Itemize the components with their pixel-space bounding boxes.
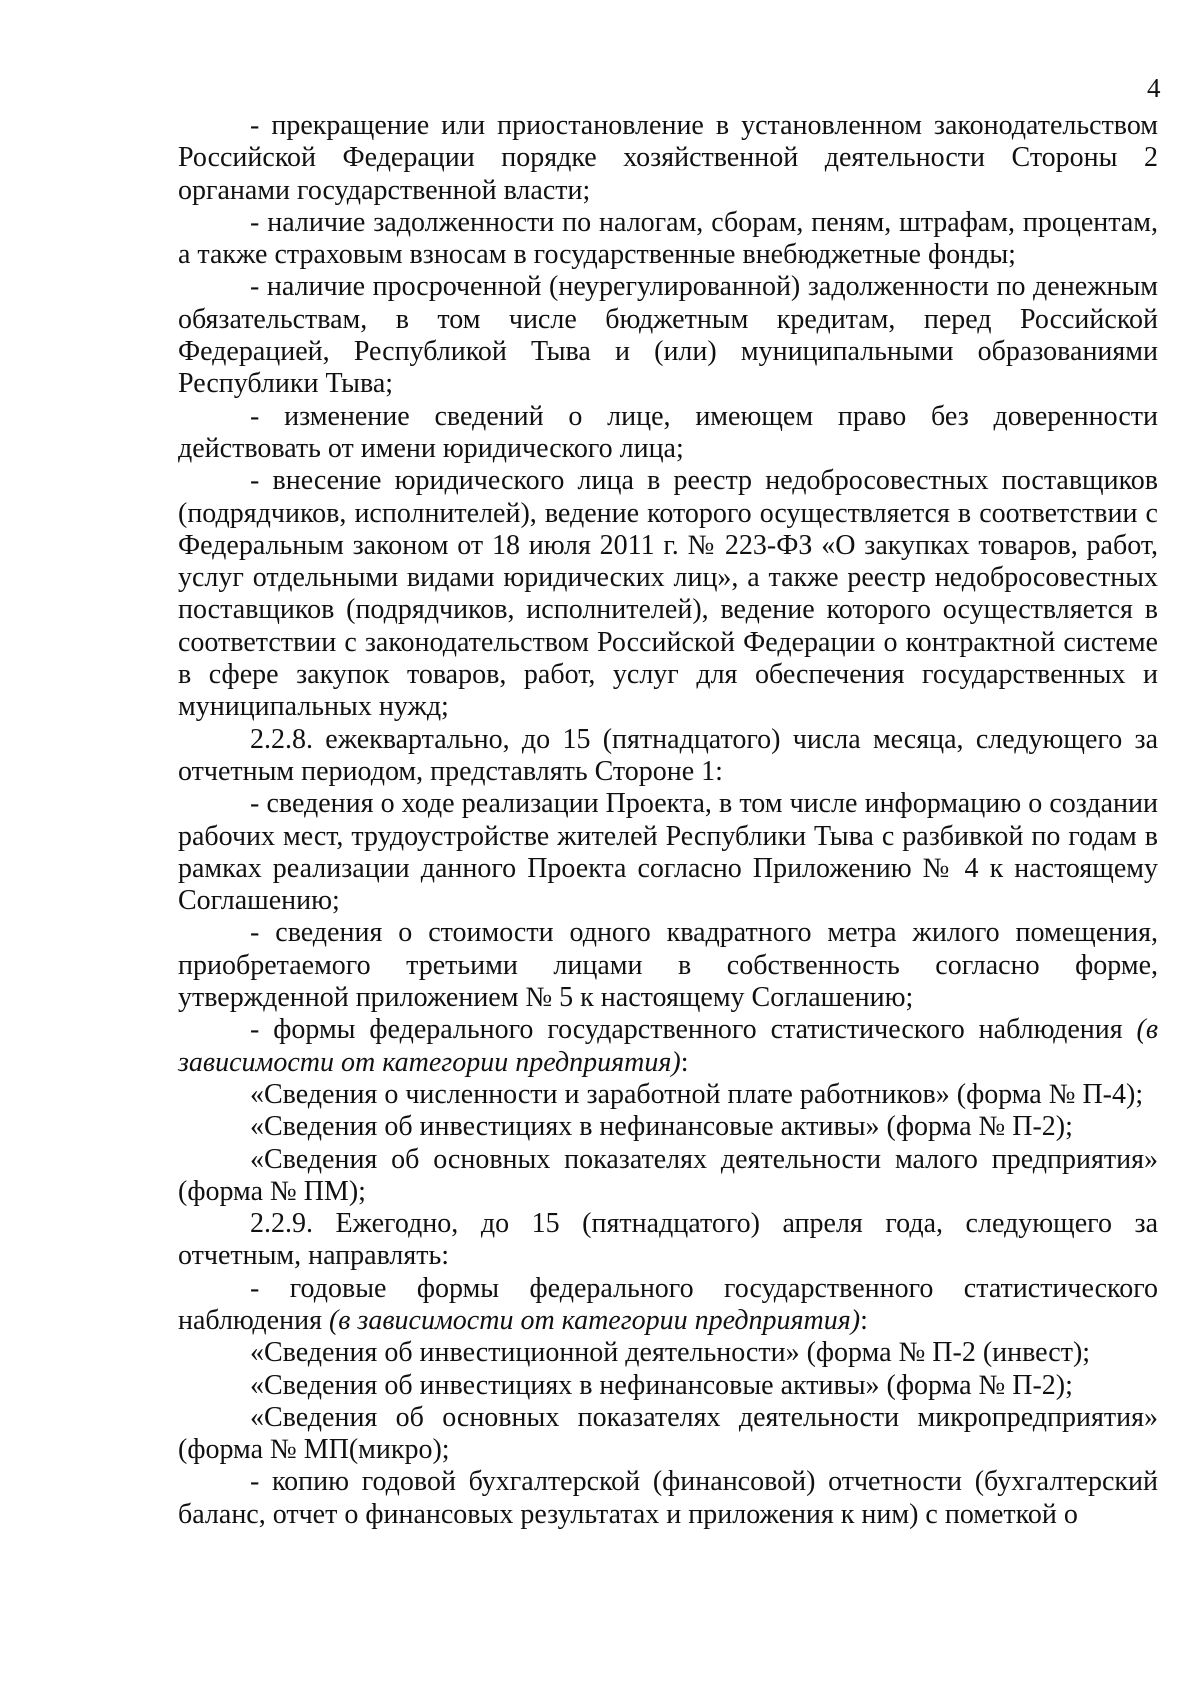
paragraph-text: - копию годовой бухгалтерской (финансовой) отчетности (бухгалтерский баланс, отчет о финансовых результатах и приложения к ним) с пометкой о	[178, 1466, 1158, 1530]
paragraph-emphasis: (в зависимости от категории предприятия)	[178, 1014, 1158, 1078]
paragraph-text: - внесение юридического лица в реестр недобросовестных поставщиков (подрядчиков, исполнителей), ведение которого осуществляется в соответствии с Федеральным законом от 18 июля 2011 г. № 223-ФЗ «О закупках товаров, работ, услуг отдельными видами юридических лиц», а также реестр недобросовестных поставщиков (подрядчиков, исполнителей), ведение которого осуществляется в соответствии с законодательством Российской Федерации о контрактной системе в сфере закупок товаров, работ, услуг для обеспечения государственных и муниципальных нужд;	[178, 465, 1158, 723]
paragraph-text: 2.2.9. Ежегодно, до 15 (пятнадцатого) апреля года, следующего за отчетным, направлять:	[178, 1208, 1158, 1272]
paragraph-text: - сведения о ходе реализации Проекта, в том числе информацию о создании рабочих мест, трудоустройстве жителей Республики Тыва с разбивкой по годам в рамках реализации данного Проекта согласно Приложению № 4 к настоящему Соглашению;	[178, 788, 1158, 917]
paragraph-2-2-9	[178, 1208, 1158, 1273]
paragraph-emphasis: (в зависимости от категории предприятия)	[328, 1304, 861, 1336]
paragraph-text: «Сведения об инвестициях в нефинансовые активы» (форма № П-2);	[250, 1111, 1073, 1143]
paragraph-termination	[178, 110, 1158, 207]
paragraph-text: - изменение сведений о лице, имеющем право без доверенности действовать от имени юридического лица;	[178, 400, 1158, 464]
paragraph-form-p2-invest	[178, 1337, 1158, 1369]
paragraph-authorized-person	[178, 401, 1158, 466]
paragraph-2-2-8	[178, 724, 1158, 789]
paragraph-form-p2-annual	[178, 1370, 1158, 1402]
paragraph-overdue-debt	[178, 271, 1158, 400]
paragraph-form-pm	[178, 1144, 1158, 1209]
paragraph-text: «Сведения о численности и заработной плате работников» (форма № П-4);	[250, 1078, 1144, 1110]
paragraph-text: - прекращение или приостановление в установленном законодательством Российской Федерации порядке хозяйственной деятельности Стороны 2 органами государственной власти;	[178, 110, 1158, 206]
paragraph-form-mp-micro	[178, 1402, 1158, 1467]
paragraph-project-progress	[178, 788, 1158, 917]
paragraph-text: «Сведения об инвестиционной деятельности» (форма № П-2 (инвест);	[250, 1337, 1091, 1369]
paragraph-tail: :	[680, 1046, 689, 1078]
paragraph-text: «Сведения об основных показателях деятельности микропредприятия» (форма № МП(микро);	[178, 1401, 1158, 1466]
page-number: 4	[1147, 73, 1161, 103]
paragraph-text: «Сведения об основных показателях деятельности малого предприятия» (форма № ПМ);	[178, 1143, 1158, 1207]
paragraph-annual-forms	[178, 1273, 1158, 1338]
paragraph-form-p4	[178, 1079, 1158, 1111]
paragraph-text: «Сведения об инвестициях в нефинансовые активы» (форма № П-2);	[250, 1369, 1073, 1401]
paragraph-text: - наличие задолженности по налогам, сборам, пеням, штрафам, процентам, а также страховым взносам в государственные внебюджетные фонды;	[178, 206, 1158, 271]
paragraph-text: - сведения о стоимости одного квадратного метра жилого помещения, приобретаемого третьими лицами в собственность согласно форме, утвержденной приложением № 5 к настоящему Соглашению;	[178, 917, 1158, 1014]
paragraph-form-p2	[178, 1111, 1158, 1143]
paragraph-statistical-forms	[178, 1014, 1158, 1079]
paragraph-text: 2.2.8. ежеквартально, до 15 (пятнадцатого) числа месяца, следующего за отчетным периодом, представлять Стороне 1:	[178, 723, 1158, 787]
paragraph-accounting-statements	[178, 1466, 1158, 1531]
paragraph-text: - годовые формы федерального государственного статистического наблюдения	[178, 1272, 1158, 1336]
paragraph-unfair-suppliers	[178, 465, 1158, 723]
paragraph-text: - формы федерального государственного статистического наблюдения	[250, 1014, 1137, 1046]
document-body	[178, 110, 1158, 1531]
paragraph-text: - наличие просроченной (неурегулированной) задолженности по денежным обязательствам, в том числе бюджетным кредитам, перед Российской Федерацией, Республикой Тыва и (или) муниципальными образованиями Республики Тыва;	[178, 271, 1158, 400]
paragraph-tax-debt	[178, 207, 1158, 272]
paragraph-tail: :	[860, 1304, 868, 1336]
paragraph-square-meter-cost	[178, 917, 1158, 1014]
